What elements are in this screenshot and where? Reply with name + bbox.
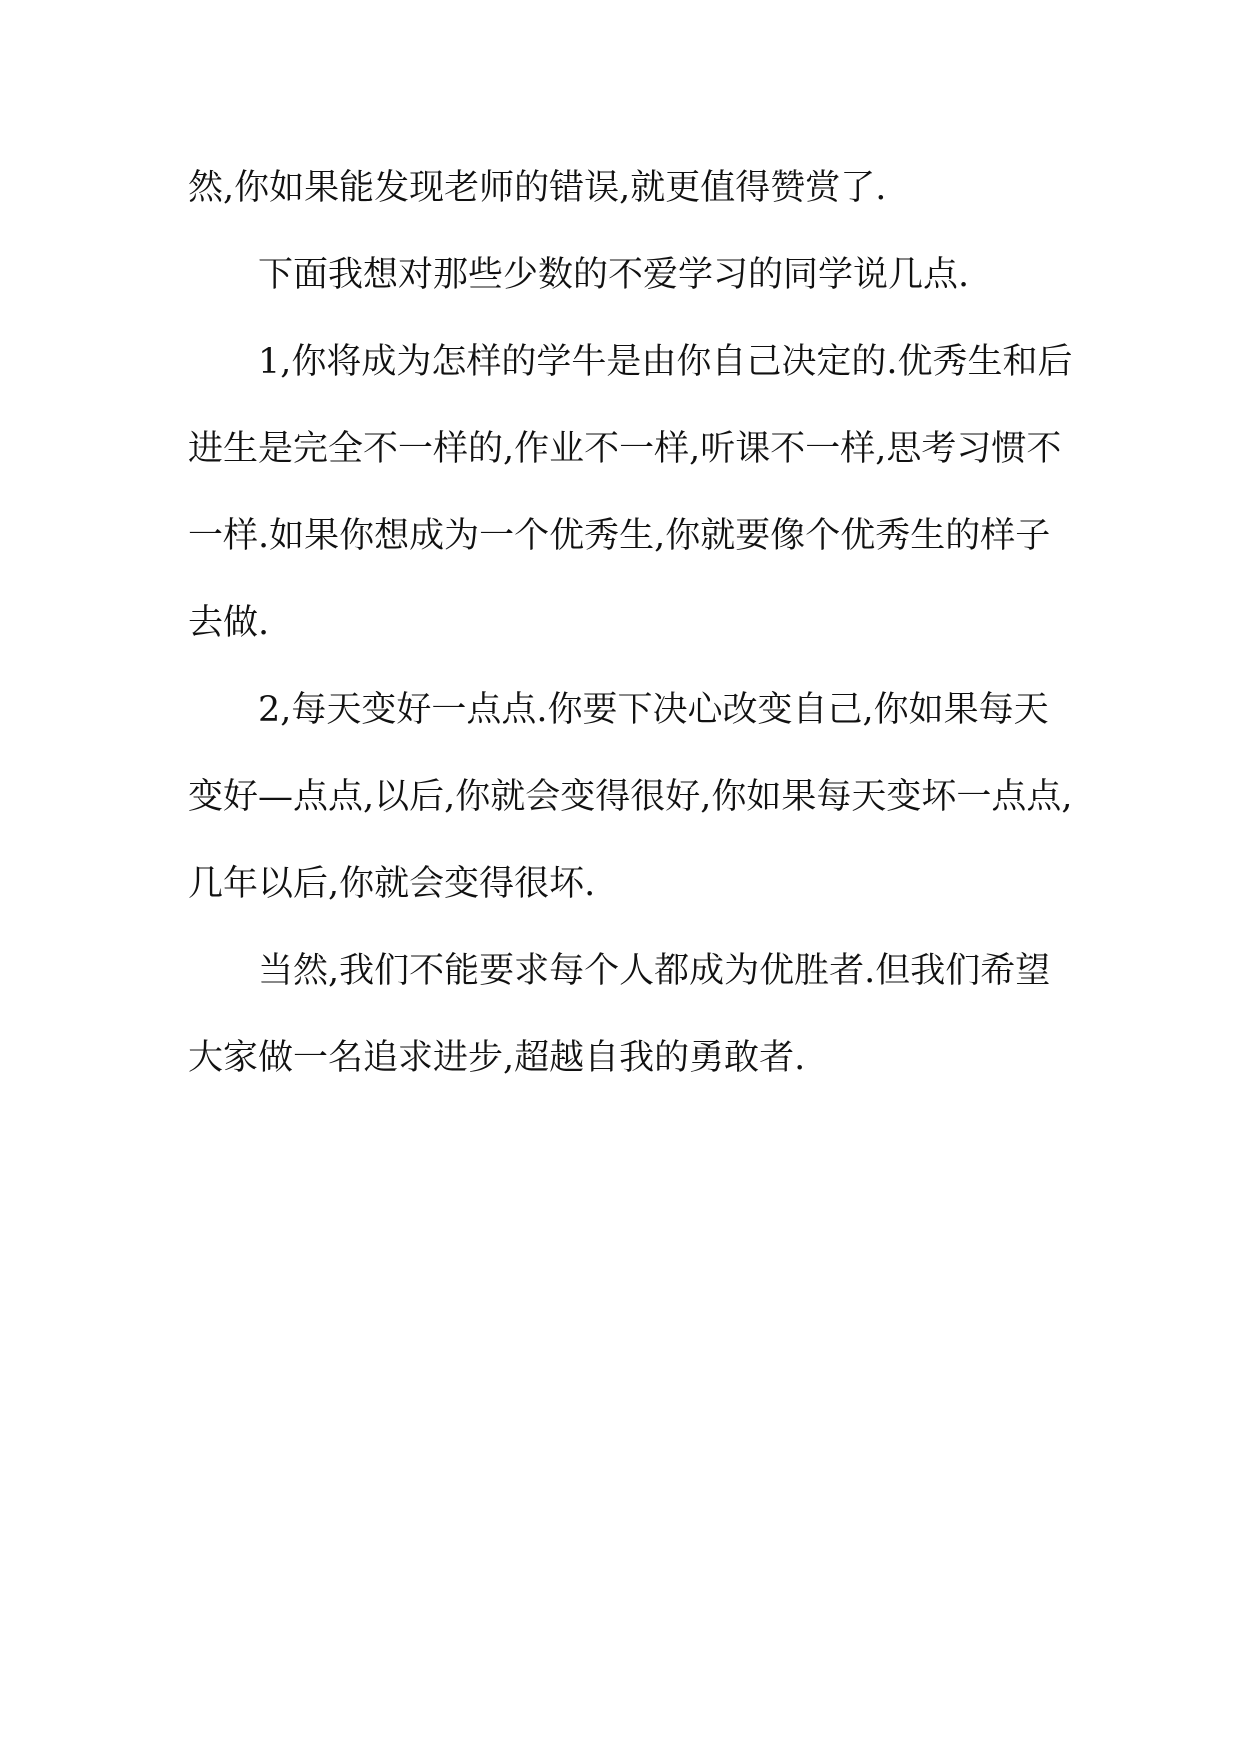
body-text [188,168,1073,1078]
text-line: 进生是完全不一样的,作业不一样,听课不一样,思考习惯不 [188,429,1062,469]
paragraph-first-line: 当然,我们不能要求每个人都成为优胜者.但我们希望 [258,951,1051,991]
text-line: 大家做一名追求进步,超越自我的勇敢者. [188,1038,806,1078]
paragraph-first-line: 2,每天变好一点点.你要下决心改变自己,你如果每天 [258,690,1049,730]
text-line: 几年以后,你就会变得很坏. [188,864,596,904]
text-line: 去做. [188,603,270,643]
text-line: 然,你如果能发现老师的错误,就更值得赞赏了. [188,168,887,208]
text-line: 变好—点点,以后,你就会变得很好,你如果每天变坏一点点, [188,777,1073,817]
paragraph-first-line: 1,你将成为怎样的学牛是由你自己决定的.优秀生和后 [258,342,1073,382]
text-line: 一样.如果你想成为一个优秀生,你就要像个优秀生的样子 [188,516,1051,556]
paragraph-first-line: 下面我想对那些少数的不爱学习的同学说几点. [258,255,970,295]
